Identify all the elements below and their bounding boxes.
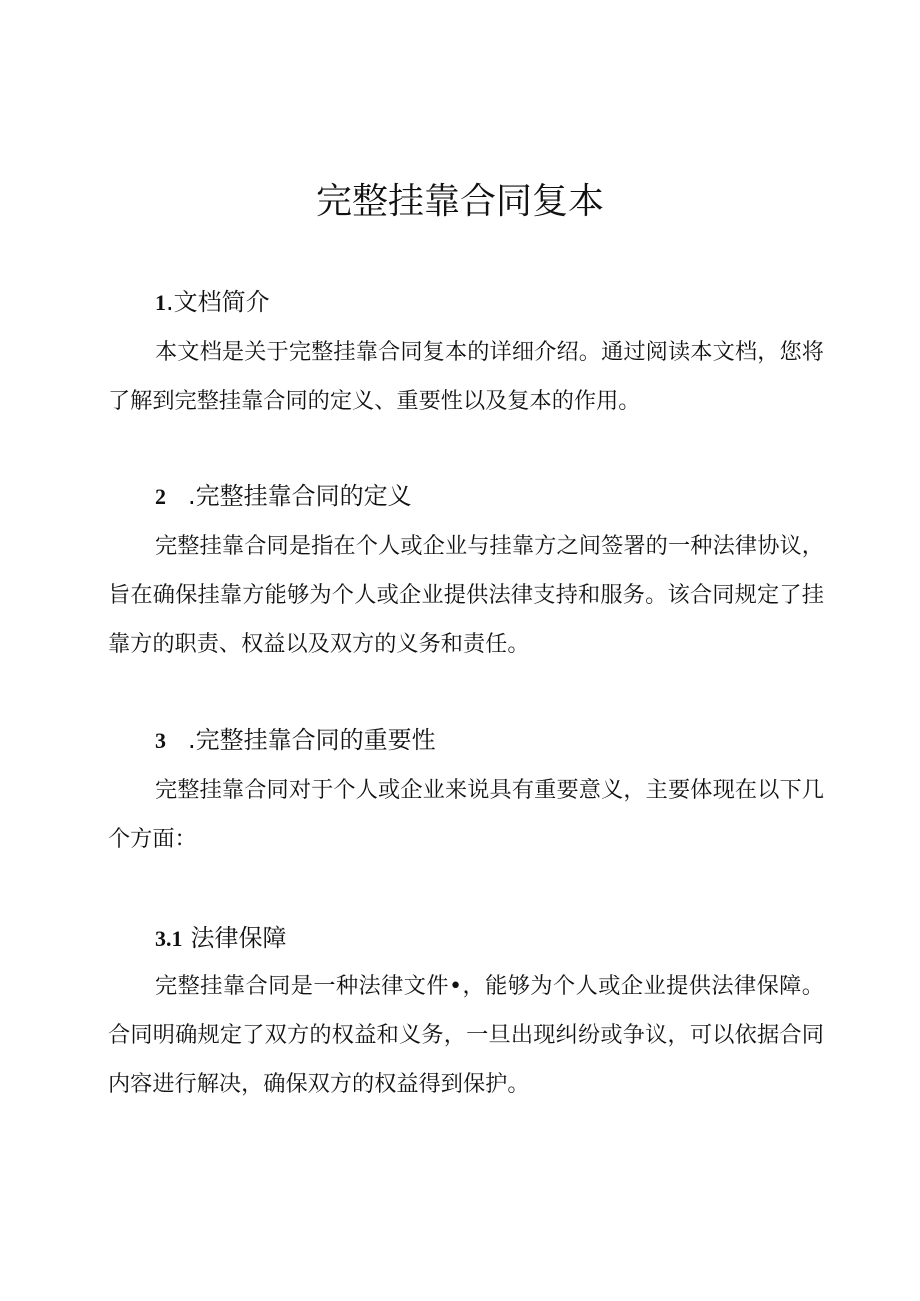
section-heading-text: .完整挂靠合同的定义 (188, 482, 412, 510)
section-number: 3.1 (155, 926, 183, 951)
section-number: 2 (155, 484, 166, 509)
section-heading (155, 480, 412, 513)
section-heading-text: .文档简介 (166, 288, 270, 316)
section-heading (155, 286, 270, 319)
section-body: 完整挂靠合同是指在个人或企业与挂靠方之间签署的一种法律协议，旨在确保挂靠方能够为个人或企业提供法律支持和服务。该合同规定了挂靠方的职责、权益以及双方的义务和责任。 (108, 533, 824, 657)
section-heading-text: 法律保障 (190, 924, 287, 952)
section-body: 完整挂靠合同对于个人或企业来说具有重要意义，主要体现在以下几个方面： (108, 777, 824, 852)
section-number: 3 (155, 728, 166, 753)
section-body: 本文档是关于完整挂靠合同复本的详细介绍。通过阅读本文档，您将了解到完整挂靠合同的定义、重要性以及复本的作用。 (108, 339, 824, 414)
section-heading (155, 724, 436, 757)
subsection-heading (155, 922, 287, 955)
document-title: 完整挂靠合同复本 (315, 181, 604, 222)
section-body: 完整挂靠合同是一种法律文件•，能够为个人或企业提供法律保障。合同明确规定了双方的权益和义务，一旦出现纠纷或争议，可以依据合同内容进行解决，确保双方的权益得到保护。 (108, 973, 824, 1097)
section-number: 1 (155, 290, 166, 315)
section-heading-text: .完整挂靠合同的重要性 (188, 726, 436, 754)
